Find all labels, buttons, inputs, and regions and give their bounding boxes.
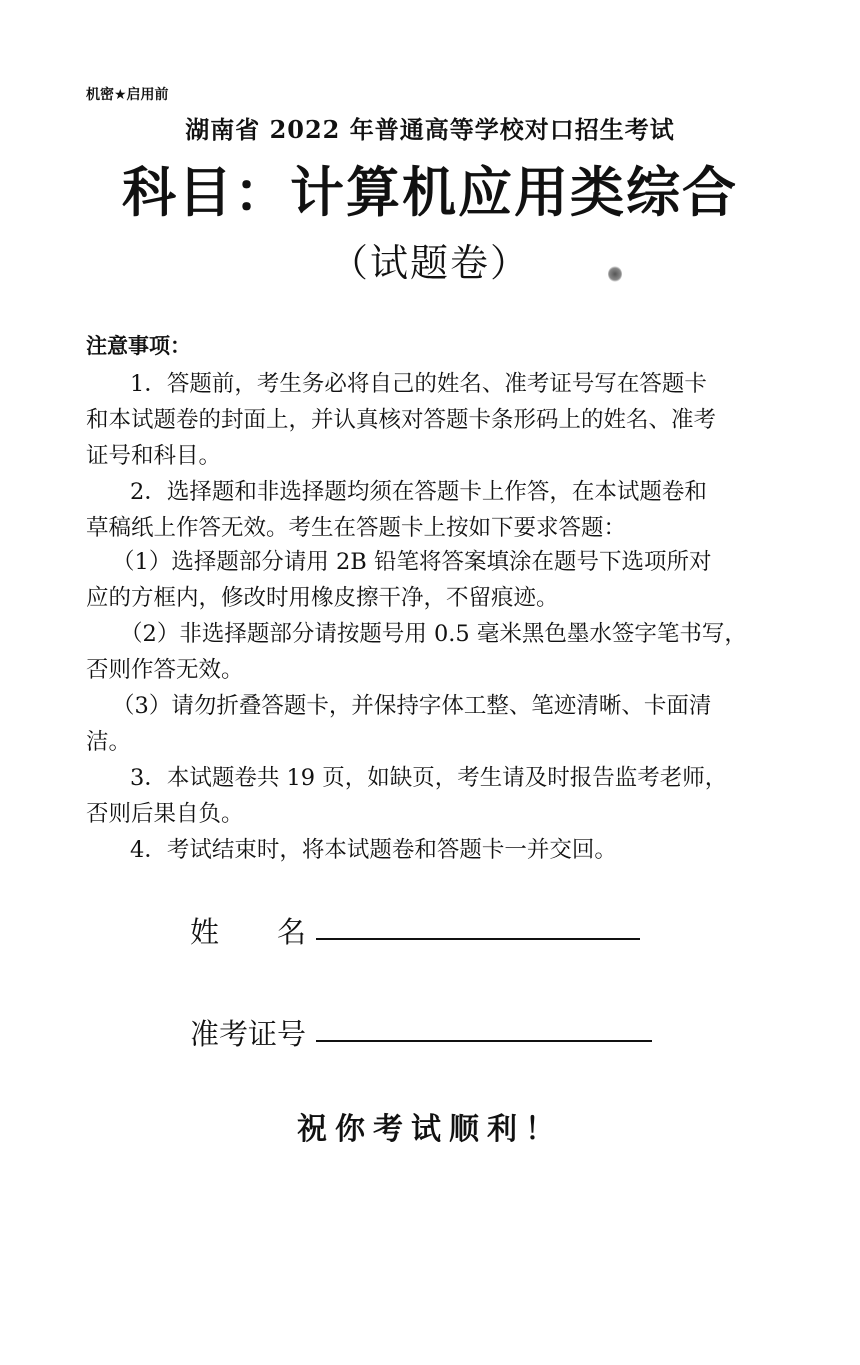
notice-line: 1．答题前，考生务必将自己的姓名、准考证号写在答题卡 [130, 371, 707, 397]
notice-heading: 注意事项： [86, 333, 191, 358]
notice-line: 否则后果自负。 [86, 801, 244, 827]
subject-title: 科目：计算机应用类综合 [122, 161, 738, 224]
notice-line: （1）选择题部分请用 2B 铅笔将答案填涂在题号下选项所对 [112, 549, 712, 575]
name-field-label: 姓 名 [190, 915, 307, 949]
notice-line: 4．考试结束时，将本试题卷和答题卡一并交回。 [130, 837, 617, 863]
notice-line: 2．选择题和非选择题均须在答题卡上作答，在本试题卷和 [130, 479, 707, 505]
notice-line: （3）请勿折叠答题卡，并保持字体工整、笔迹清晰、卡面清 [112, 693, 712, 719]
notice-line: 3．本试题卷共 19 页，如缺页，考生请及时报告监考老师， [130, 765, 728, 791]
notice-line: 否则作答无效。 [86, 657, 244, 683]
exam-title: 湖南省 2022 年普通高等学校对口招生考试 [185, 115, 675, 144]
exam-id-field-label: 准考证号 [190, 1017, 307, 1051]
name-field-line[interactable] [316, 938, 640, 940]
good-luck-message: 祝你考试顺利！ [297, 1112, 563, 1147]
notice-line: 洁。 [86, 729, 132, 755]
exam-id-field-line[interactable] [316, 1040, 652, 1042]
notice-line: （2）非选择题部分请按题号用 0.5 毫米黑色墨水签字笔书写， [120, 621, 747, 647]
ink-smudge [608, 266, 622, 282]
notice-line: 和本试题卷的封面上，并认真核对答题卡条形码上的姓名、准考 [86, 407, 717, 433]
notice-line: 草稿纸上作答无效。考生在答题卡上按如下要求答题： [86, 515, 627, 541]
notice-line: 应的方框内，修改时用橡皮擦干净，不留痕迹。 [86, 585, 559, 611]
paper-type-label: （试题卷） [329, 241, 530, 285]
confidential-mark: 机密★启用前 [86, 87, 169, 103]
notice-line: 证号和科目。 [86, 443, 222, 469]
